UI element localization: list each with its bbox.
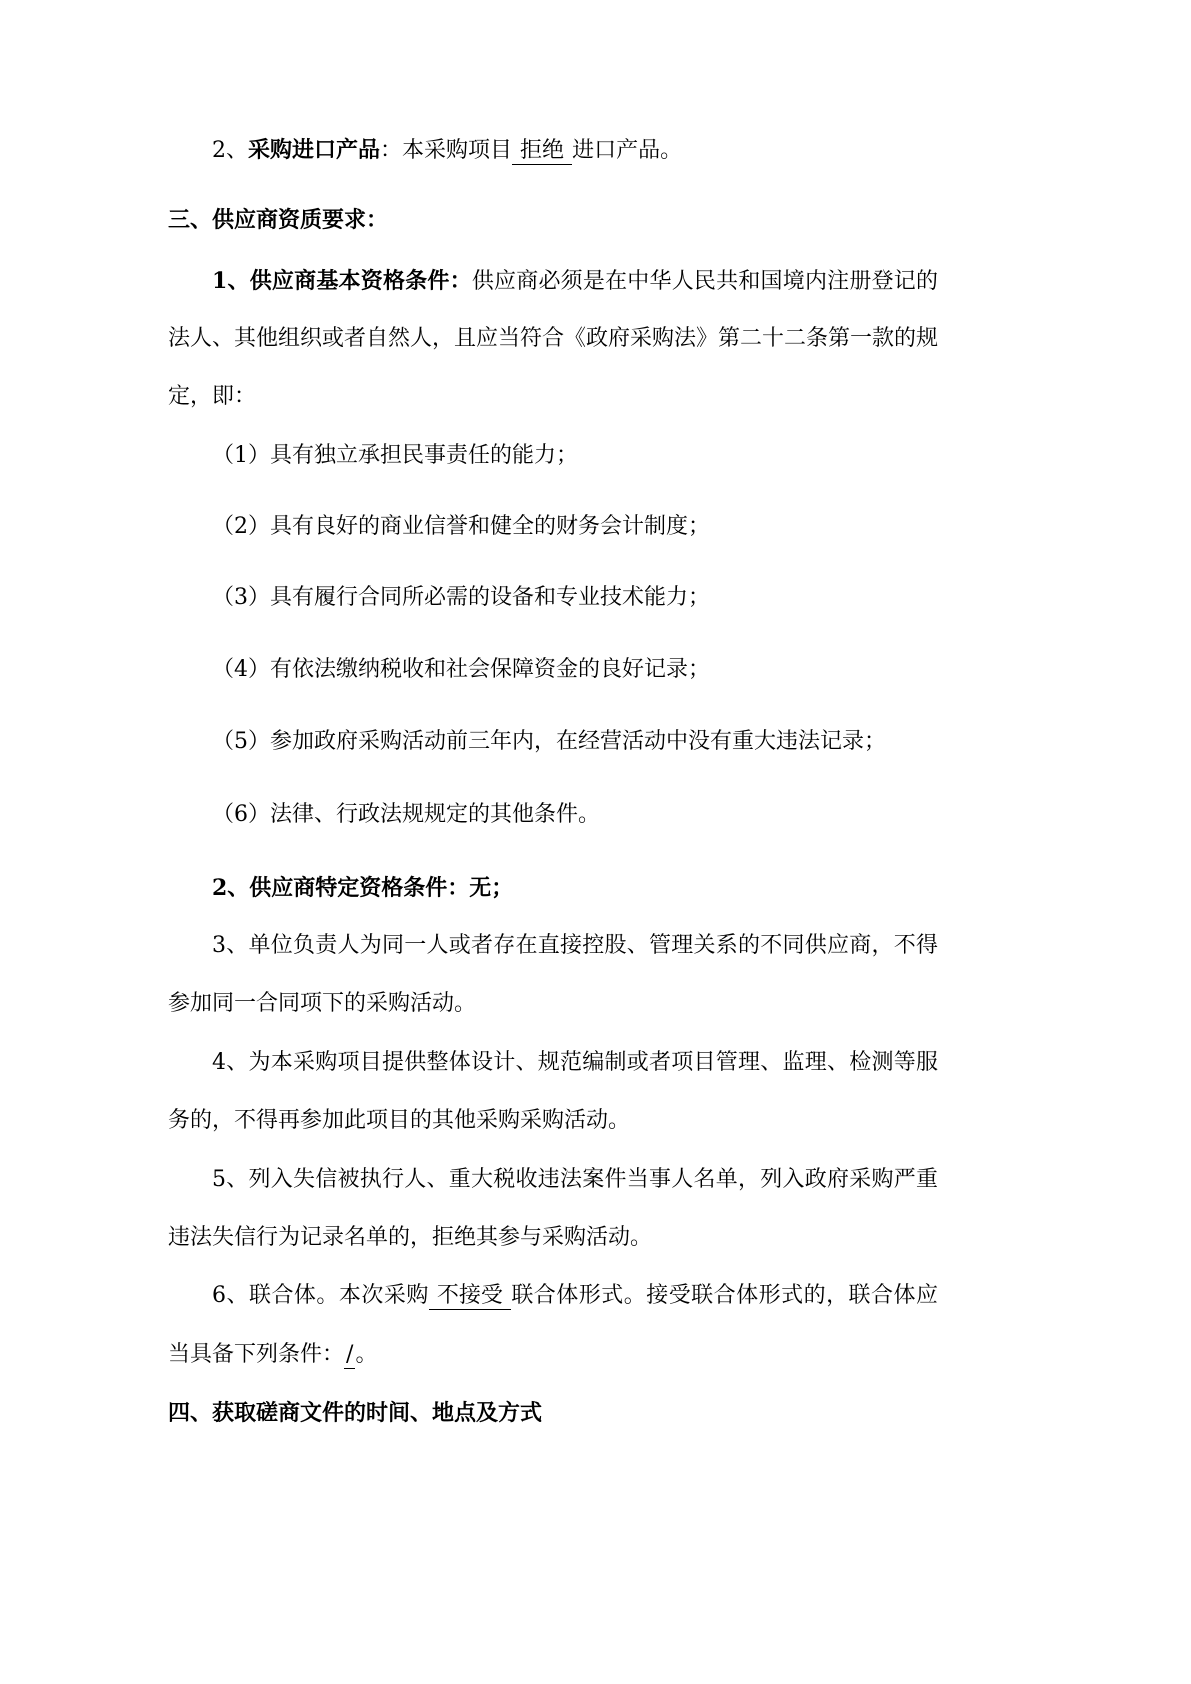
consortium-conditions-end: 。 xyxy=(355,1342,378,1367)
import-products-text-after: 进口产品。 xyxy=(572,138,683,163)
consortium-text-after: 联合体形式。接受联合体形式的，联合体应 xyxy=(510,1283,938,1308)
consortium-line-1 xyxy=(212,1281,938,1311)
rule-3-line-2: 参加同一合同项下的采购活动。 xyxy=(168,991,477,1016)
consortium-line-2 xyxy=(168,1340,377,1370)
consortium-text-before: 6、联合体。本次采购 xyxy=(212,1283,429,1308)
section-3-heading: 三、供应商资质要求： xyxy=(168,207,389,233)
consortium-conditions-value: / xyxy=(346,1342,354,1367)
condition-item-6: （6）法律、行政法规规定的其他条件。 xyxy=(212,802,600,827)
condition-item-4: （4）有依法缴纳税收和社会保障资金的良好记录； xyxy=(212,657,710,682)
import-products-separator: ： xyxy=(380,138,403,163)
basic-qualification-line-2: 法人、其他组织或者自然人，且应当符合《政府采购法》第二十二条第一款的规 xyxy=(168,326,939,351)
basic-qualification-line-1 xyxy=(212,266,938,296)
section-4-heading: 四、获取磋商文件的时间、地点及方式 xyxy=(168,1400,543,1426)
consortium-conditions-label: 当具备下列条件： xyxy=(168,1342,345,1367)
basic-qualification-text-1: 供应商必须是在中华人民共和国境内注册登记的 xyxy=(471,269,938,294)
basic-qualification-line-3: 定，即： xyxy=(168,384,257,409)
rule-4-line-1: 4、为本采购项目提供整体设计、规范编制或者项目管理、监理、检测等服 xyxy=(212,1050,938,1075)
rule-3-line-1: 3、单位负责人为同一人或者存在直接控股、管理关系的不同供应商，不得 xyxy=(212,933,938,958)
condition-item-1: （1）具有独立承担民事责任的能力； xyxy=(212,443,578,468)
consortium-value: 不接受 xyxy=(429,1283,511,1310)
condition-item-5: （5）参加政府采购活动前三年内，在经营活动中没有重大违法记录； xyxy=(212,729,886,754)
condition-item-2: （2）具有良好的商业信誉和健全的财务会计制度； xyxy=(212,514,710,539)
rule-4-line-2: 务的，不得再参加此项目的其他采购采购活动。 xyxy=(168,1108,631,1133)
import-products-label: 采购进口产品 xyxy=(248,137,381,163)
import-products-number: 2、 xyxy=(212,138,248,163)
rule-5-line-1: 5、列入失信被执行人、重大税收违法案件当事人名单，列入政府采购严重 xyxy=(212,1167,938,1192)
import-products-text-before: 本采购项目 xyxy=(402,138,513,163)
basic-qualification-label: 1、供应商基本资格条件： xyxy=(212,268,472,294)
import-products-value: 拒绝 xyxy=(512,138,572,165)
import-products-line xyxy=(212,135,682,165)
specific-qualification: 2、供应商特定资格条件：无； xyxy=(212,875,514,901)
condition-item-3: （3）具有履行合同所必需的设备和专业技术能力； xyxy=(212,585,710,610)
rule-5-line-2: 违法失信行为记录名单的，拒绝其参与采购活动。 xyxy=(168,1225,653,1250)
